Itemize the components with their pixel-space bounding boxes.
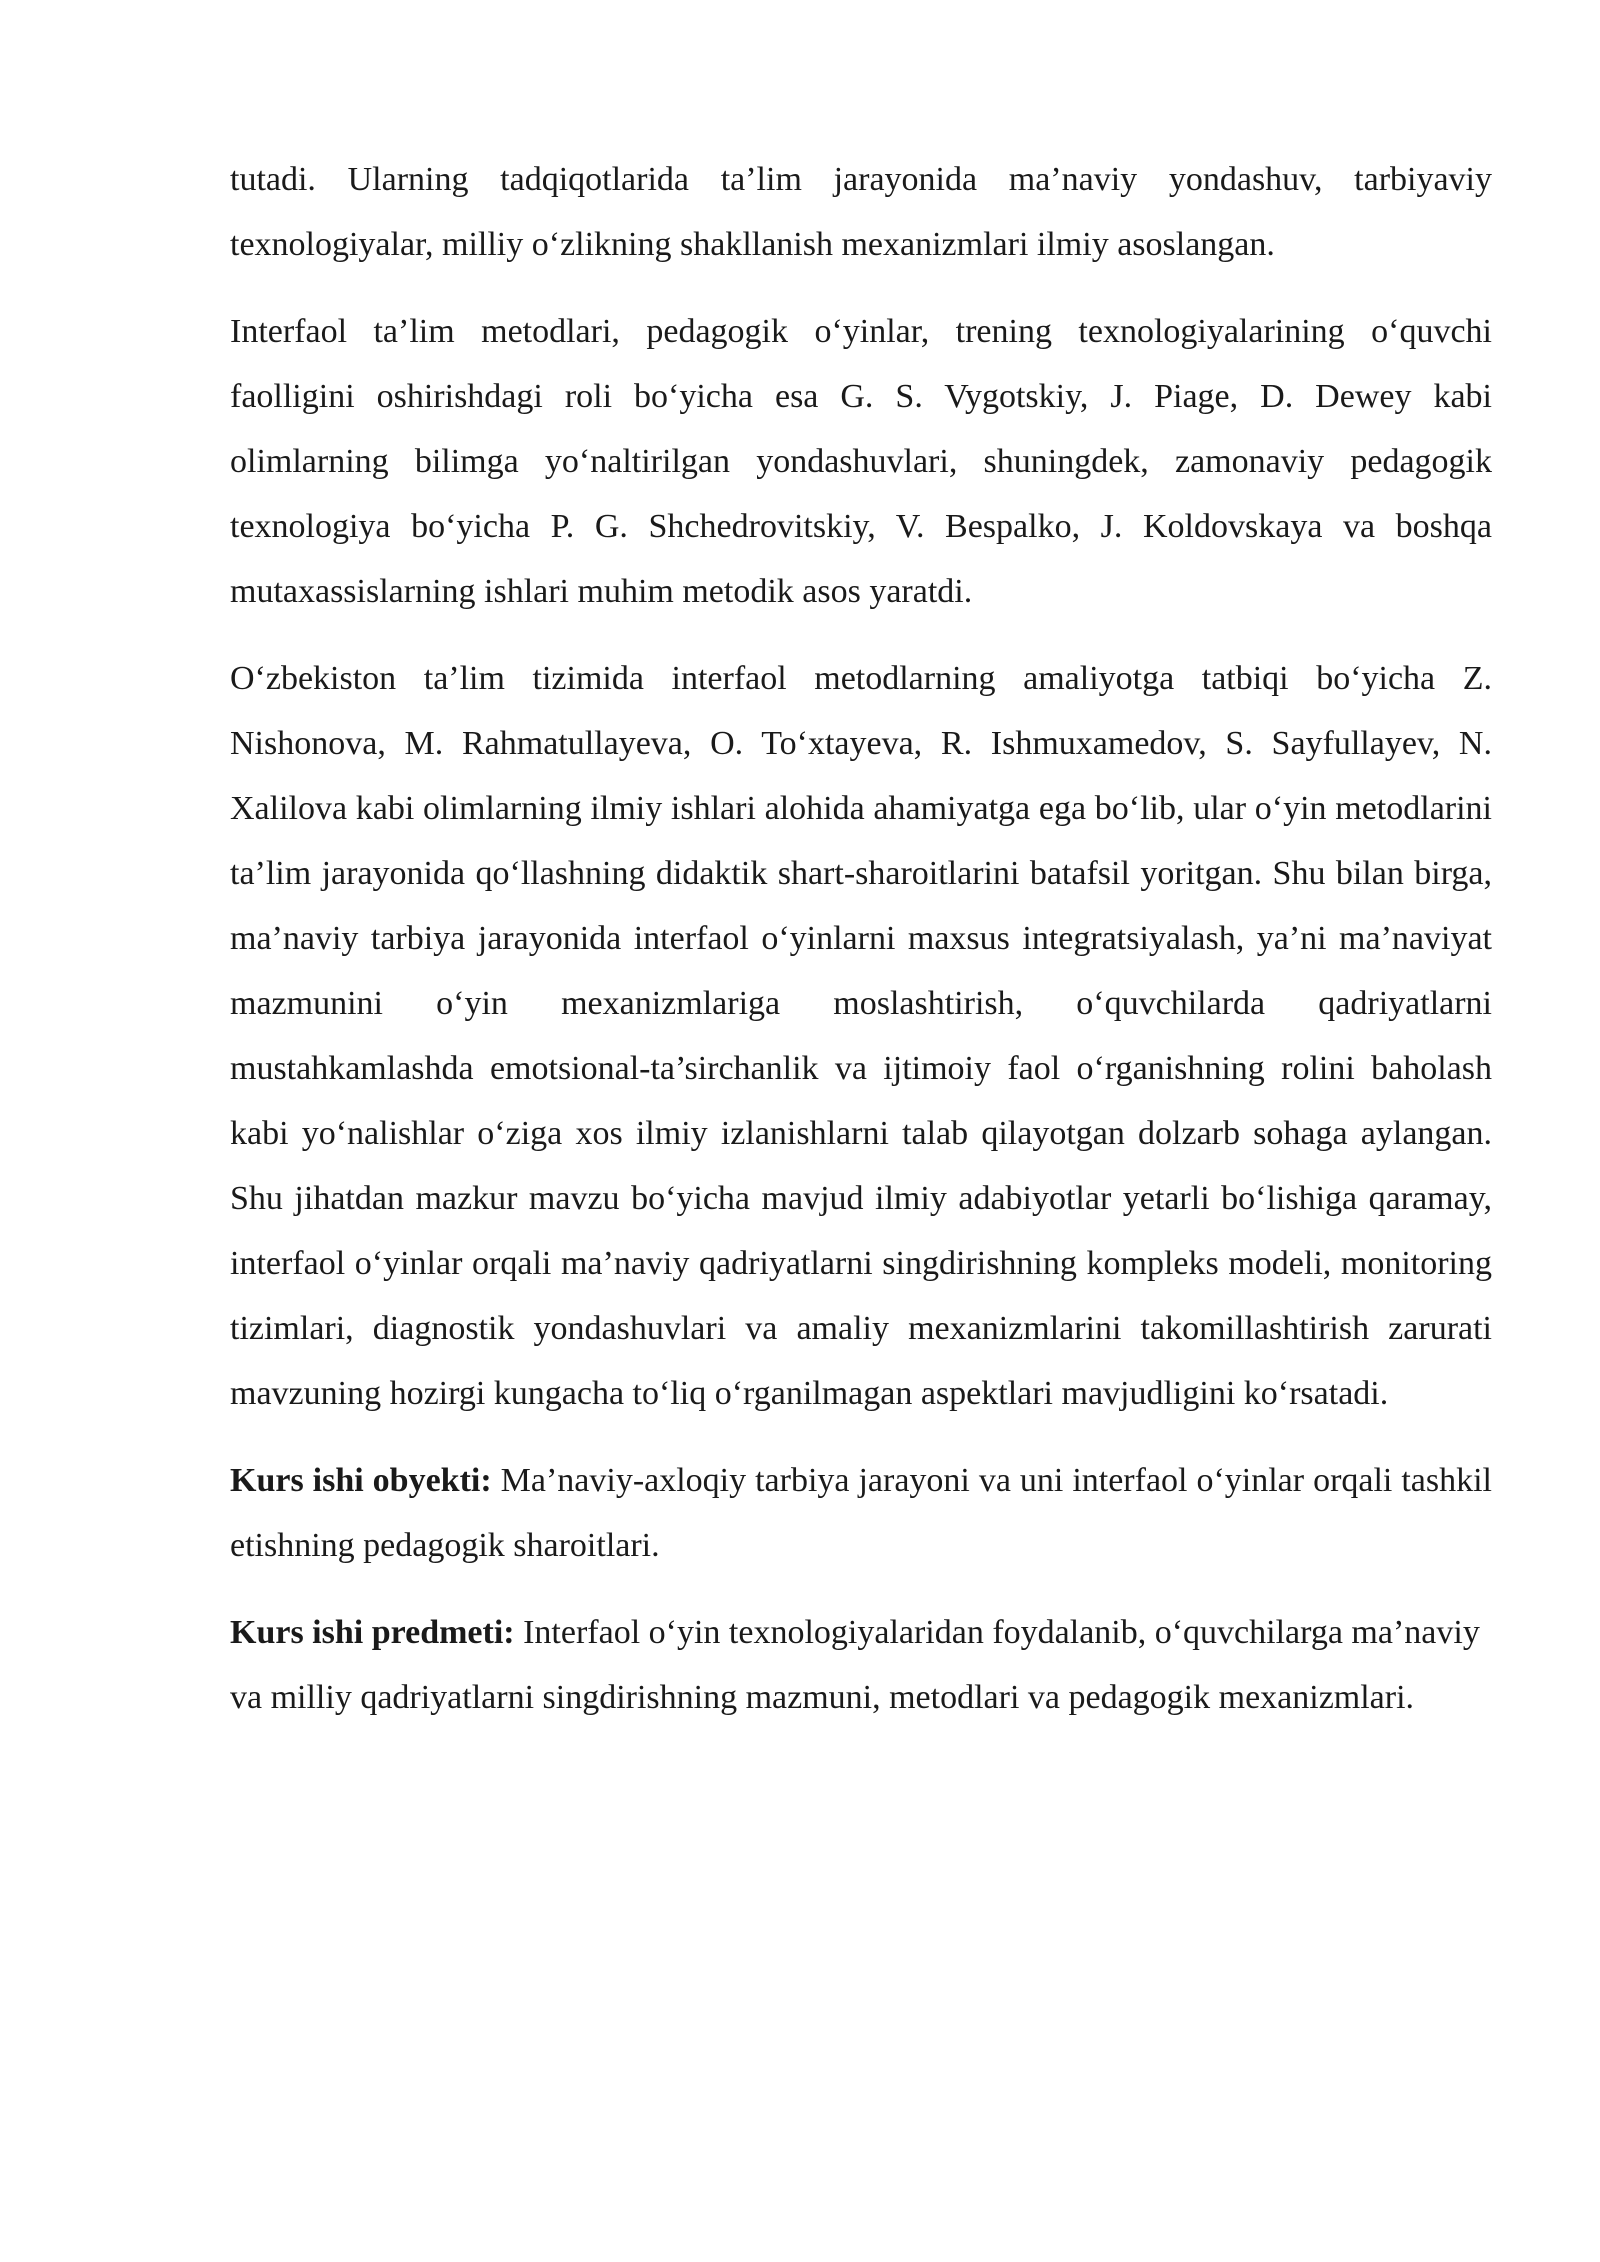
document-body <box>230 147 1492 1752</box>
course-subject-label: Kurs ishi predmeti: <box>230 1614 515 1651</box>
paragraph-course-subject <box>230 1600 1492 1730</box>
paragraph-course-object <box>230 1448 1492 1578</box>
course-subject-text: Interfaol o‘yin texnologiyalaridan foydalanib, o‘quvchilarga ma’naviy va milliy qadriyatlarni singdirishning mazmuni, metodlari va pedagogik mexanizmlari. <box>230 1614 1480 1716</box>
paragraph-uzbekistan-research: O‘zbekiston ta’lim tizimida interfaol metodlarning amaliyotga tatbiqi bo‘yicha Z. Nishonova, M. Rahmatullayeva, O. To‘xtayeva, R. Ishmuxamedov, S. Sayfullayev, N. Xalilova kabi olimlarning ilmiy ishlari alohida ahamiyatga ega bo‘lib, ular o‘yin metodlarini ta’lim jarayonida qo‘llashning didaktik shart-sharoitlarini batafsil yoritgan. Shu bilan birga, ma’naviy tarbiya jarayonida interfaol o‘yinlarni maxsus integratsiyalash, ya’ni ma’naviyat mazmunini o‘yin mexanizmlariga moslashtirish, o‘quvchilarda qadriyatlarni mustahkamlashda emotsional-ta’sirchanlik va ijtimoiy faol o‘rganishning rolini baholash kabi yo‘nalishlar o‘ziga xos ilmiy izlanishlarni talab qilayotgan dolzarb sohaga aylangan. Shu jihatdan mazkur mavzu bo‘yicha mavjud ilmiy adabiyotlar yetarli bo‘lishiga qaramay, interfaol o‘yinlar orqali ma’naviy qadriyatlarni singdirishning kompleks modeli, monitoring tizimlari, diagnostik yondashuvlari va amaliy mexanizmlarini takomillashtirish zarurati mavzuning hozirgi kungacha to‘liq o‘rganilmagan aspektlari mavjudligini ko‘rsatadi. <box>230 660 1492 1412</box>
course-object-label: Kurs ishi obyekti: <box>230 1462 492 1499</box>
paragraph-research-basis: tutadi. Ularning tadqiqotlarida ta’lim jarayonida ma’naviy yondashuv, tarbiyaviy texnologiyalar, milliy o‘zlikning shakllanish mexanizmlari ilmiy asoslangan. <box>230 161 1492 263</box>
course-object-text: Ma’naviy-axloqiy tarbiya jarayoni va uni interfaol o‘yinlar orqali tashkil etishning pedagogik sharoitlari. <box>230 1462 1493 1564</box>
paragraph-interactive-methods: Interfaol ta’lim metodlari, pedagogik o‘yinlar, trening texnologiyalarining o‘quvchi faolligini oshirishdagi roli bo‘yicha esa G. S. Vygotskiy, J. Piage, D. Dewey kabi olimlarning bilimga yo‘naltirilgan yondashuvlari, shuningdek, zamonaviy pedagogik texnologiya bo‘yicha P. G. Shchedrovitskiy, V. Bespalko, J. Koldovskaya va boshqa mutaxassislarning ishlari muhim metodik asos yaratdi. <box>230 313 1492 610</box>
